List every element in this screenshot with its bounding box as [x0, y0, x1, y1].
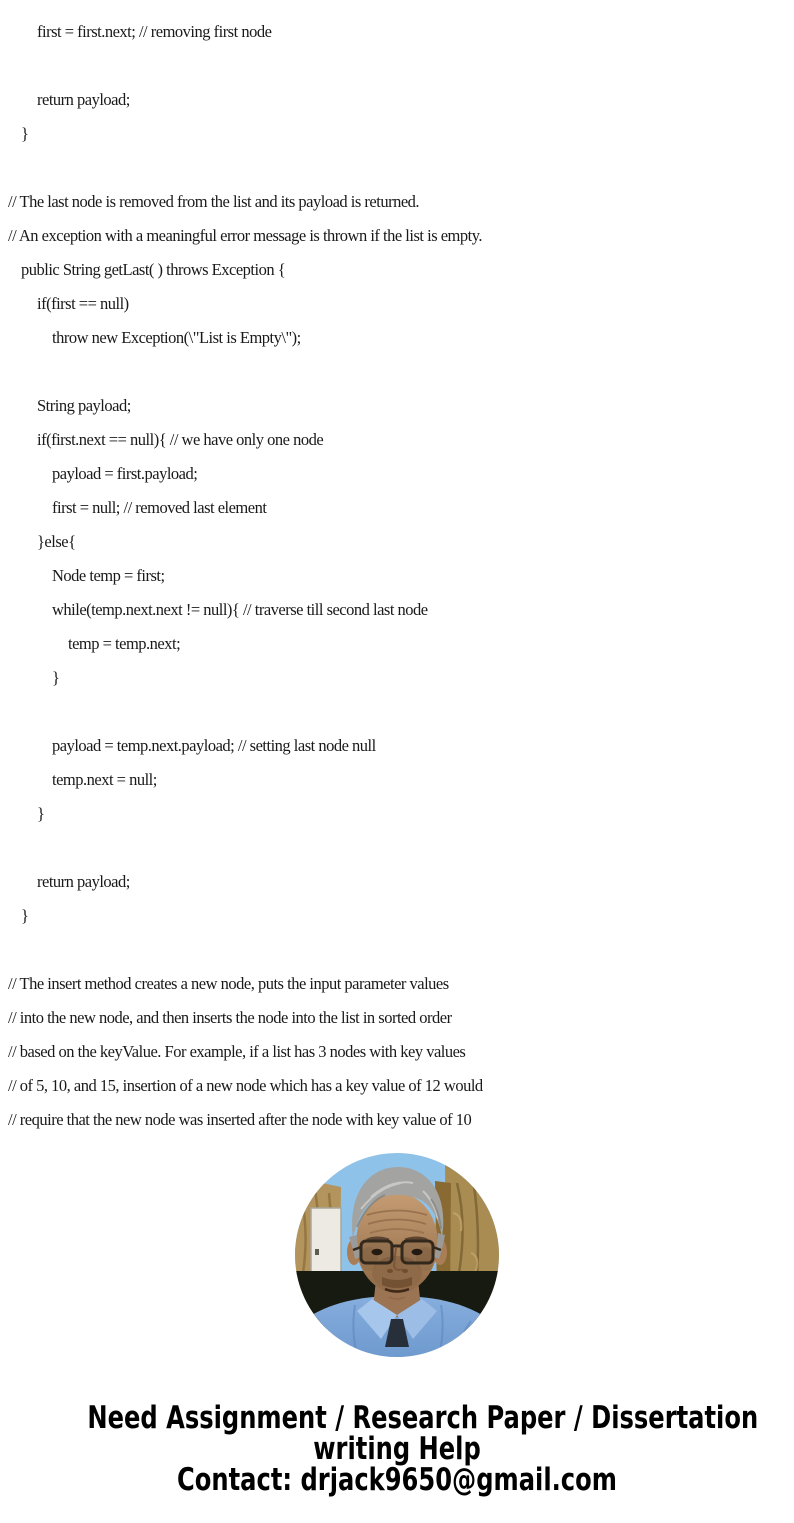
code-line: // require that the new node was inserted after the node with key value of 10 — [8, 1110, 472, 1129]
code-line: }else{ — [37, 532, 76, 551]
code-line: } — [52, 668, 60, 687]
code-line: return payload; — [37, 90, 130, 109]
code-line: // An exception with a meaningful error message is thrown if the list is empty. — [8, 226, 483, 245]
code-line: // into the new node, and then inserts the node into the list in sorted order — [8, 1008, 452, 1027]
code-line: // The insert method creates a new node, puts the input parameter values — [8, 974, 449, 993]
code-line: if(first.next == null){ // we have only one node — [37, 430, 324, 449]
code-line: } — [37, 804, 45, 823]
code-line: first = null; // removed last element — [52, 498, 267, 517]
portrait-illustration — [295, 1153, 499, 1357]
code-line: // of 5, 10, and 15, insertion of a new node which has a key value of 12 would — [8, 1076, 483, 1095]
code-line: Node temp = first; — [52, 566, 165, 585]
code-line — [0, 933, 794, 967]
code-line: // based on the keyValue. For example, if a list has 3 nodes with key values — [8, 1042, 466, 1061]
code-line: payload = temp.next.payload; // setting last node null — [52, 736, 376, 755]
code-line: public String getLast( ) throws Exception { — [21, 260, 286, 279]
code-line: return payload; — [37, 872, 130, 891]
code-line — [0, 695, 794, 729]
code-line: // The last node is removed from the list and its payload is returned. — [8, 192, 420, 211]
code-line — [0, 355, 794, 389]
promo-footer — [0, 1400, 794, 1498]
code-line: if(first == null) — [37, 294, 129, 313]
code-line: } — [21, 124, 29, 143]
presenter-photo — [295, 1153, 499, 1357]
code-line: throw new Exception(\"List is Empty\"); — [52, 328, 301, 347]
contact-line: Contact: drjack9650@gmail.com — [177, 1462, 617, 1498]
code-line: payload = first.payload; — [52, 464, 198, 483]
code-line — [0, 49, 794, 83]
code-line — [0, 831, 794, 865]
code-line: temp = temp.next; — [68, 634, 181, 653]
promo-heading-line2: writing Help — [313, 1431, 481, 1467]
code-line — [0, 151, 794, 185]
code-line: } — [21, 906, 29, 925]
code-line: while(temp.next.next != null){ // traverse till second last node — [52, 600, 428, 619]
code-line: temp.next = null; — [52, 770, 157, 789]
promo-heading-line1: Need Assignment / Research Paper / Dissertation — [87, 1400, 759, 1436]
code-line: String payload; — [37, 396, 131, 415]
code-line: first = first.next; // removing first node — [37, 22, 272, 41]
